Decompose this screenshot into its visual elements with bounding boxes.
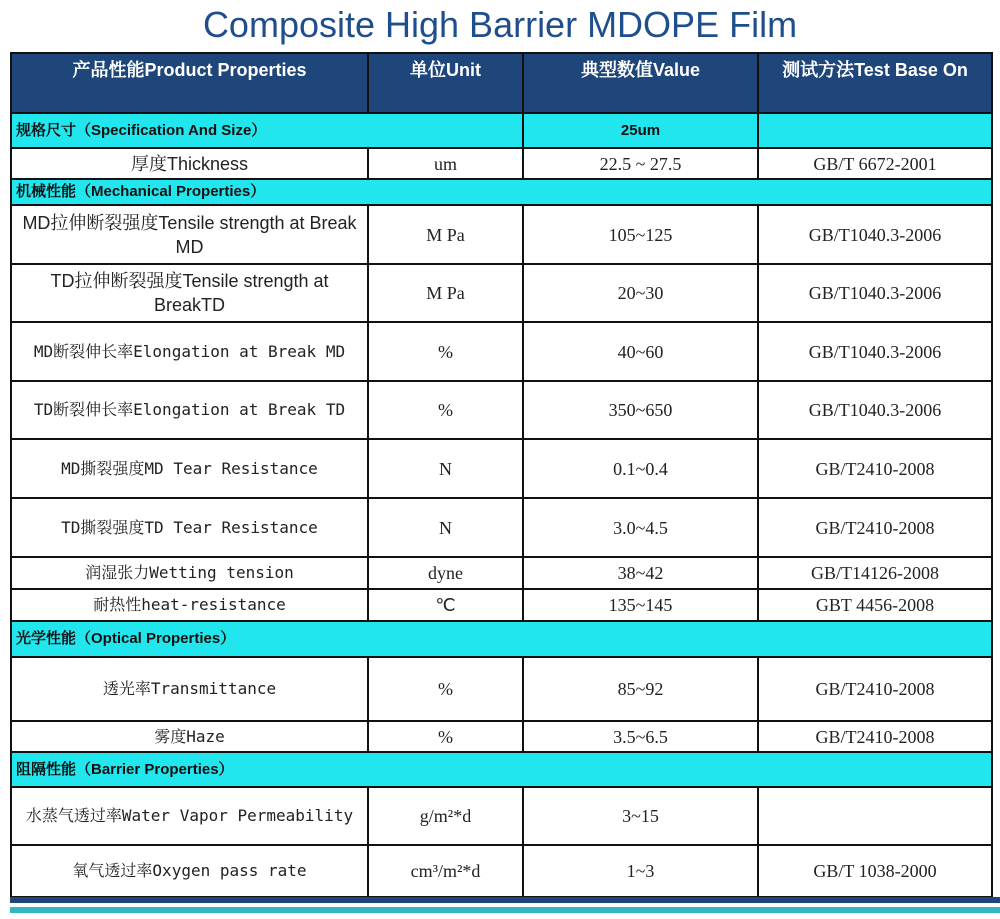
property-unit: N [368, 439, 523, 498]
property-value: 0.1~0.4 [523, 439, 758, 498]
section-label: 机械性能（Mechanical Properties） [11, 179, 992, 205]
property-method: GB/T1040.3-2006 [758, 264, 992, 322]
property-value: 105~125 [523, 205, 758, 264]
property-method: GB/T2410-2008 [758, 439, 992, 498]
table-row [11, 721, 992, 752]
property-method: GB/T14126-2008 [758, 557, 992, 589]
property-name: MD撕裂强度MD Tear Resistance [11, 439, 368, 498]
footer-divider-navy [10, 897, 1000, 903]
property-name: 氧气透过率Oxygen pass rate [11, 845, 368, 897]
table-row [11, 322, 992, 381]
property-value: 1~3 [523, 845, 758, 897]
property-method: GB/T2410-2008 [758, 498, 992, 557]
table-row [11, 264, 992, 322]
property-value: 3.5~6.5 [523, 721, 758, 752]
property-name: 耐热性heat-resistance [11, 589, 368, 621]
property-name: 雾度Haze [11, 721, 368, 752]
property-method: GB/T1040.3-2006 [758, 381, 992, 439]
table-row [11, 787, 992, 845]
property-name: MD断裂伸长率Elongation at Break MD [11, 322, 368, 381]
property-unit: % [368, 657, 523, 721]
property-value: 3.0~4.5 [523, 498, 758, 557]
section-spec [11, 113, 992, 148]
property-name: TD拉伸断裂强度Tensile strength at BreakTD [11, 264, 368, 322]
spec-value: 25um [523, 113, 758, 148]
table-row [11, 205, 992, 264]
header-row [11, 53, 992, 113]
property-method: GB/T 1038-2000 [758, 845, 992, 897]
property-method: GB/T2410-2008 [758, 657, 992, 721]
property-method: GB/T2410-2008 [758, 721, 992, 752]
properties-table [10, 52, 993, 898]
table-row [11, 439, 992, 498]
table-row [11, 557, 992, 589]
property-method [758, 787, 992, 845]
table-row [11, 657, 992, 721]
property-name: 水蒸气透过率Water Vapor Permeability [11, 787, 368, 845]
property-name: TD撕裂强度TD Tear Resistance [11, 498, 368, 557]
section-label: 规格尺寸（Specification And Size） [11, 113, 523, 148]
property-name: TD断裂伸长率Elongation at Break TD [11, 381, 368, 439]
table-row [11, 148, 992, 179]
spec-method [758, 113, 992, 148]
property-name: 厚度Thickness [11, 148, 368, 179]
section-label: 光学性能（Optical Properties） [11, 621, 992, 657]
property-value: 40~60 [523, 322, 758, 381]
page-title: Composite High Barrier MDOPE Film [202, 4, 798, 45]
property-value: 85~92 [523, 657, 758, 721]
property-unit: M Pa [368, 264, 523, 322]
property-unit: % [368, 381, 523, 439]
header-value: 典型数值Value [523, 53, 758, 113]
section-mechanical [11, 179, 992, 205]
property-value: 350~650 [523, 381, 758, 439]
property-method: GB/T1040.3-2006 [758, 322, 992, 381]
property-unit: % [368, 322, 523, 381]
header-properties: 产品性能Product Properties [11, 53, 368, 113]
property-value: 3~15 [523, 787, 758, 845]
header-unit: 单位Unit [368, 53, 523, 113]
property-unit: % [368, 721, 523, 752]
property-unit: M Pa [368, 205, 523, 264]
table-row [11, 381, 992, 439]
property-method: GBT 4456-2008 [758, 589, 992, 621]
property-value: 22.5 ~ 27.5 [523, 148, 758, 179]
property-unit: cm³/m²*d [368, 845, 523, 897]
property-unit: ℃ [368, 589, 523, 621]
property-value: 135~145 [523, 589, 758, 621]
table-row [11, 589, 992, 621]
header-method: 测试方法Test Base On [758, 53, 992, 113]
property-unit: g/m²*d [368, 787, 523, 845]
section-optical [11, 621, 992, 657]
property-method: GB/T 6672-2001 [758, 148, 992, 179]
property-value: 20~30 [523, 264, 758, 322]
property-unit: dyne [368, 557, 523, 589]
property-method: GB/T1040.3-2006 [758, 205, 992, 264]
table-row [11, 498, 992, 557]
property-name: 润湿张力Wetting tension [11, 557, 368, 589]
property-unit: N [368, 498, 523, 557]
section-barrier [11, 752, 992, 787]
property-name: MD拉伸断裂强度Tensile strength at Break MD [11, 205, 368, 264]
property-value: 38~42 [523, 557, 758, 589]
property-unit: um [368, 148, 523, 179]
property-name: 透光率Transmittance [11, 657, 368, 721]
footer-divider-teal [10, 907, 1000, 913]
section-label: 阻隔性能（Barrier Properties） [11, 752, 992, 787]
table-row [11, 845, 992, 897]
